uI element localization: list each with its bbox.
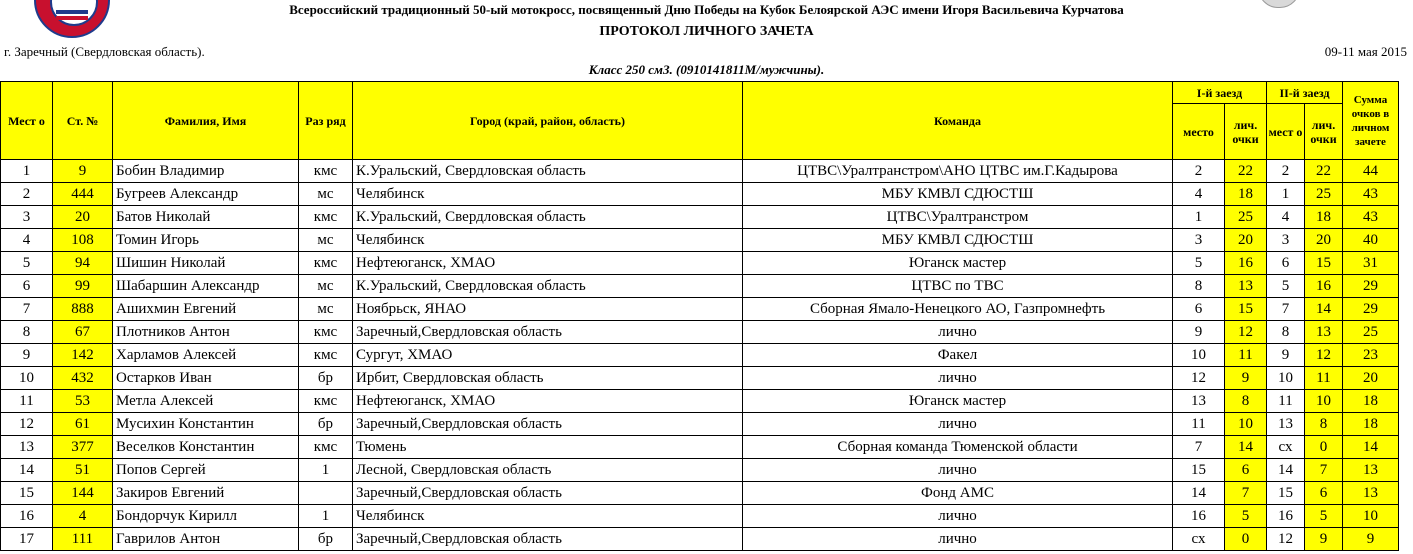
cell-total: 18: [1343, 413, 1399, 436]
cell-name: Шабаршин Александр: [113, 275, 299, 298]
cell-city: Ирбит, Свердловская область: [353, 367, 743, 390]
event-date: 09-11 мая 2015: [1324, 44, 1407, 59]
cell-r2-points: 14: [1305, 298, 1343, 321]
cell-r2-place: 5: [1267, 275, 1305, 298]
cell-r1-points: 8: [1225, 390, 1267, 413]
cell-r1-points: 5: [1225, 505, 1267, 528]
cell-city: Заречный,Свердловская область: [353, 321, 743, 344]
cell-place: 10: [1, 367, 53, 390]
cell-rank: кмс: [299, 344, 353, 367]
col-number: Ст. №: [53, 82, 113, 160]
cell-rank: мс: [299, 275, 353, 298]
col-team: Команда: [743, 82, 1173, 160]
cell-rank: кмс: [299, 436, 353, 459]
col-name: Фамилия, Имя: [113, 82, 299, 160]
cell-city: К.Уральский, Свердловская область: [353, 275, 743, 298]
cell-team: лично: [743, 528, 1173, 551]
cell-team: Юганск мастер: [743, 390, 1173, 413]
cell-place: 4: [1, 229, 53, 252]
cell-team: Юганск мастер: [743, 252, 1173, 275]
cell-place: 13: [1, 436, 53, 459]
cell-total: 29: [1343, 275, 1399, 298]
cell-total: 43: [1343, 206, 1399, 229]
cell-place: 11: [1, 390, 53, 413]
cell-total: 31: [1343, 252, 1399, 275]
cell-r1-place: 13: [1173, 390, 1225, 413]
cell-r2-place: 16: [1267, 505, 1305, 528]
cell-total: 40: [1343, 229, 1399, 252]
cell-total: 44: [1343, 160, 1399, 183]
cell-number: 53: [53, 390, 113, 413]
cell-number: 111: [53, 528, 113, 551]
cell-rank: мс: [299, 298, 353, 321]
cell-r1-place: 15: [1173, 459, 1225, 482]
cell-r1-points: 16: [1225, 252, 1267, 275]
cell-rank: бр: [299, 413, 353, 436]
cell-rank: кмс: [299, 321, 353, 344]
cell-r1-place: 10: [1173, 344, 1225, 367]
cell-rank: 1: [299, 505, 353, 528]
col-place: Мест о: [1, 82, 53, 160]
cell-r1-points: 22: [1225, 160, 1267, 183]
cell-rank: [299, 482, 353, 505]
cell-r1-points: 18: [1225, 183, 1267, 206]
cell-r1-points: 0: [1225, 528, 1267, 551]
cell-r2-points: 18: [1305, 206, 1343, 229]
cell-number: 432: [53, 367, 113, 390]
cell-r2-points: 15: [1305, 252, 1343, 275]
cell-r1-points: 7: [1225, 482, 1267, 505]
cell-r1-place: 4: [1173, 183, 1225, 206]
cell-team: лично: [743, 321, 1173, 344]
table-row: [1, 229, 1399, 252]
col-r2-points: лич. очки: [1305, 104, 1343, 160]
cell-r2-place: 8: [1267, 321, 1305, 344]
cell-city: Челябинск: [353, 229, 743, 252]
results-table: [0, 81, 1399, 551]
cell-r2-points: 7: [1305, 459, 1343, 482]
cell-rank: мс: [299, 229, 353, 252]
results-body: [1, 160, 1399, 551]
cell-team: лично: [743, 367, 1173, 390]
cell-name: Харламов Алексей: [113, 344, 299, 367]
cell-total: 13: [1343, 482, 1399, 505]
table-row: [1, 390, 1399, 413]
table-row: [1, 528, 1399, 551]
cell-name: Шишин Николай: [113, 252, 299, 275]
cell-rank: мс: [299, 183, 353, 206]
cell-r1-points: 6: [1225, 459, 1267, 482]
table-row: [1, 505, 1399, 528]
cell-r1-points: 10: [1225, 413, 1267, 436]
cell-name: Ашихмин Евгений: [113, 298, 299, 321]
col-race2: II-й заезд: [1267, 82, 1343, 104]
cell-rank: 1: [299, 459, 353, 482]
cell-r2-points: 22: [1305, 160, 1343, 183]
cell-r1-place: 14: [1173, 482, 1225, 505]
cell-place: 1: [1, 160, 53, 183]
cell-r2-points: 10: [1305, 390, 1343, 413]
cell-name: Остарков Иван: [113, 367, 299, 390]
cell-city: Челябинск: [353, 183, 743, 206]
cell-city: Лесной, Свердловская область: [353, 459, 743, 482]
cell-r2-points: 0: [1305, 436, 1343, 459]
cell-city: Тюмень: [353, 436, 743, 459]
cell-name: Закиров Евгений: [113, 482, 299, 505]
cell-total: 23: [1343, 344, 1399, 367]
cell-number: 888: [53, 298, 113, 321]
cell-total: 14: [1343, 436, 1399, 459]
cell-r1-place: 9: [1173, 321, 1225, 344]
cell-r1-points: 15: [1225, 298, 1267, 321]
cell-name: Попов Сергей: [113, 459, 299, 482]
cell-r1-points: 14: [1225, 436, 1267, 459]
cell-team: Сборная Ямало-Ненецкого АО, Газпромнефть: [743, 298, 1173, 321]
table-row: [1, 436, 1399, 459]
cell-city: Заречный,Свердловская область: [353, 528, 743, 551]
cell-total: 18: [1343, 390, 1399, 413]
cell-place: 14: [1, 459, 53, 482]
cell-r2-place: 11: [1267, 390, 1305, 413]
cell-place: 6: [1, 275, 53, 298]
cell-number: 444: [53, 183, 113, 206]
cell-place: 16: [1, 505, 53, 528]
cell-city: Челябинск: [353, 505, 743, 528]
cell-r1-place: 12: [1173, 367, 1225, 390]
cell-city: Сургут, ХМАО: [353, 344, 743, 367]
cell-total: 9: [1343, 528, 1399, 551]
cell-team: Фонд АМС: [743, 482, 1173, 505]
cell-total: 43: [1343, 183, 1399, 206]
cell-place: 3: [1, 206, 53, 229]
table-row: [1, 321, 1399, 344]
cell-city: Заречный,Свердловская область: [353, 413, 743, 436]
cell-name: Томин Игорь: [113, 229, 299, 252]
table-row: [1, 183, 1399, 206]
cell-r2-place: 3: [1267, 229, 1305, 252]
cell-r2-place: 13: [1267, 413, 1305, 436]
col-rank: Раз ряд: [299, 82, 353, 160]
table-row: [1, 482, 1399, 505]
cell-number: 4: [53, 505, 113, 528]
cell-rank: кмс: [299, 390, 353, 413]
cell-name: Бондорчук Кирилл: [113, 505, 299, 528]
cell-r2-points: 16: [1305, 275, 1343, 298]
cell-r1-place: 1: [1173, 206, 1225, 229]
cell-r2-points: 11: [1305, 367, 1343, 390]
cell-r2-points: 6: [1305, 482, 1343, 505]
cell-r2-place: 12: [1267, 528, 1305, 551]
cell-r2-place: 1: [1267, 183, 1305, 206]
table-row: [1, 275, 1399, 298]
cell-r2-place: 15: [1267, 482, 1305, 505]
table-row: [1, 413, 1399, 436]
table-row: [1, 206, 1399, 229]
cell-name: Гаврилов Антон: [113, 528, 299, 551]
cell-r1-points: 13: [1225, 275, 1267, 298]
col-total: Сумма очков в личном зачете: [1343, 82, 1399, 160]
cell-place: 2: [1, 183, 53, 206]
cell-total: 25: [1343, 321, 1399, 344]
cell-place: 5: [1, 252, 53, 275]
cell-place: 9: [1, 344, 53, 367]
cell-number: 377: [53, 436, 113, 459]
cell-number: 142: [53, 344, 113, 367]
cell-r1-place: 11: [1173, 413, 1225, 436]
cell-r2-place: сх: [1267, 436, 1305, 459]
col-r2-place: мест о: [1267, 104, 1305, 160]
cell-number: 51: [53, 459, 113, 482]
cell-r1-place: 3: [1173, 229, 1225, 252]
cell-number: 67: [53, 321, 113, 344]
event-location: г. Заречный (Свердловская область).: [4, 44, 205, 59]
cell-r2-points: 13: [1305, 321, 1343, 344]
cell-r2-points: 5: [1305, 505, 1343, 528]
col-r1-points: лич. очки: [1225, 104, 1267, 160]
cell-number: 9: [53, 160, 113, 183]
cell-name: Бобин Владимир: [113, 160, 299, 183]
cell-place: 12: [1, 413, 53, 436]
cell-r1-place: 5: [1173, 252, 1225, 275]
cell-name: Метла Алексей: [113, 390, 299, 413]
table-row: [1, 298, 1399, 321]
cell-number: 94: [53, 252, 113, 275]
cell-r1-place: 2: [1173, 160, 1225, 183]
cell-number: 61: [53, 413, 113, 436]
cell-r2-points: 20: [1305, 229, 1343, 252]
cell-name: Батов Николай: [113, 206, 299, 229]
cell-r1-points: 12: [1225, 321, 1267, 344]
cell-name: Бугреев Александр: [113, 183, 299, 206]
cell-rank: бр: [299, 367, 353, 390]
cell-team: ЦТВС по ТВС: [743, 275, 1173, 298]
cell-team: лично: [743, 413, 1173, 436]
cell-number: 20: [53, 206, 113, 229]
cell-city: Нефтеюганск, ХМАО: [353, 252, 743, 275]
cell-r2-place: 7: [1267, 298, 1305, 321]
cell-name: Мусихин Константин: [113, 413, 299, 436]
cell-r2-points: 25: [1305, 183, 1343, 206]
cell-r1-points: 25: [1225, 206, 1267, 229]
cell-r2-points: 12: [1305, 344, 1343, 367]
col-r1-place: место: [1173, 104, 1225, 160]
cell-team: МБУ КМВЛ СДЮСТШ: [743, 183, 1173, 206]
cell-place: 8: [1, 321, 53, 344]
cell-r2-place: 4: [1267, 206, 1305, 229]
cell-r2-place: 10: [1267, 367, 1305, 390]
cell-r1-points: 20: [1225, 229, 1267, 252]
cell-r2-place: 9: [1267, 344, 1305, 367]
cell-place: 17: [1, 528, 53, 551]
cell-r1-points: 11: [1225, 344, 1267, 367]
cell-number: 99: [53, 275, 113, 298]
table-row: [1, 344, 1399, 367]
cell-city: К.Уральский, Свердловская область: [353, 206, 743, 229]
cell-total: 10: [1343, 505, 1399, 528]
cell-r2-points: 9: [1305, 528, 1343, 551]
cell-city: Нефтеюганск, ХМАО: [353, 390, 743, 413]
cell-team: ЦТВС\Уралтранстром: [743, 206, 1173, 229]
cell-number: 108: [53, 229, 113, 252]
cell-rank: бр: [299, 528, 353, 551]
cell-rank: кмс: [299, 160, 353, 183]
col-city: Город (край, район, область): [353, 82, 743, 160]
class-line: Класс 250 смЗ. (0910141811М/мужчины).: [588, 62, 825, 77]
cell-city: К.Уральский, Свердловская область: [353, 160, 743, 183]
cell-team: Факел: [743, 344, 1173, 367]
cell-team: лично: [743, 459, 1173, 482]
cell-city: Ноябрьск, ЯНАО: [353, 298, 743, 321]
cell-r2-place: 14: [1267, 459, 1305, 482]
col-race1: I-й заезд: [1173, 82, 1267, 104]
cell-r2-points: 8: [1305, 413, 1343, 436]
cell-place: 7: [1, 298, 53, 321]
cell-r2-place: 2: [1267, 160, 1305, 183]
cell-rank: кмс: [299, 252, 353, 275]
cell-r2-place: 6: [1267, 252, 1305, 275]
cell-total: 20: [1343, 367, 1399, 390]
cell-team: МБУ КМВЛ СДЮСТШ: [743, 229, 1173, 252]
cell-number: 144: [53, 482, 113, 505]
table-row: [1, 252, 1399, 275]
protocol-title: ПРОТОКОЛ ЛИЧНОГО ЗАЧЕТА: [599, 24, 814, 39]
cell-r1-place: 6: [1173, 298, 1225, 321]
cell-r1-place: сх: [1173, 528, 1225, 551]
table-row: [1, 459, 1399, 482]
cell-total: 29: [1343, 298, 1399, 321]
cell-r1-place: 8: [1173, 275, 1225, 298]
cell-r1-points: 9: [1225, 367, 1267, 390]
cell-city: Заречный,Свердловская область: [353, 482, 743, 505]
cell-team: лично: [743, 505, 1173, 528]
cell-rank: кмс: [299, 206, 353, 229]
table-row: [1, 367, 1399, 390]
cell-team: ЦТВС\Уралтранстром\АНО ЦТВС им.Г.Кадырова: [743, 160, 1173, 183]
cell-r1-place: 16: [1173, 505, 1225, 528]
cell-team: Сборная команда Тюменской области: [743, 436, 1173, 459]
event-title: Всероссийский традиционный 50-ый мотокросс, посвященный Дню Победы на Кубок Белоярской АЭС имени Игоря Васильевича Курчатова: [289, 2, 1124, 17]
cell-r1-place: 7: [1173, 436, 1225, 459]
cell-name: Плотников Антон: [113, 321, 299, 344]
table-row: [1, 160, 1399, 183]
cell-place: 15: [1, 482, 53, 505]
cell-name: Веселков Константин: [113, 436, 299, 459]
cell-total: 13: [1343, 459, 1399, 482]
